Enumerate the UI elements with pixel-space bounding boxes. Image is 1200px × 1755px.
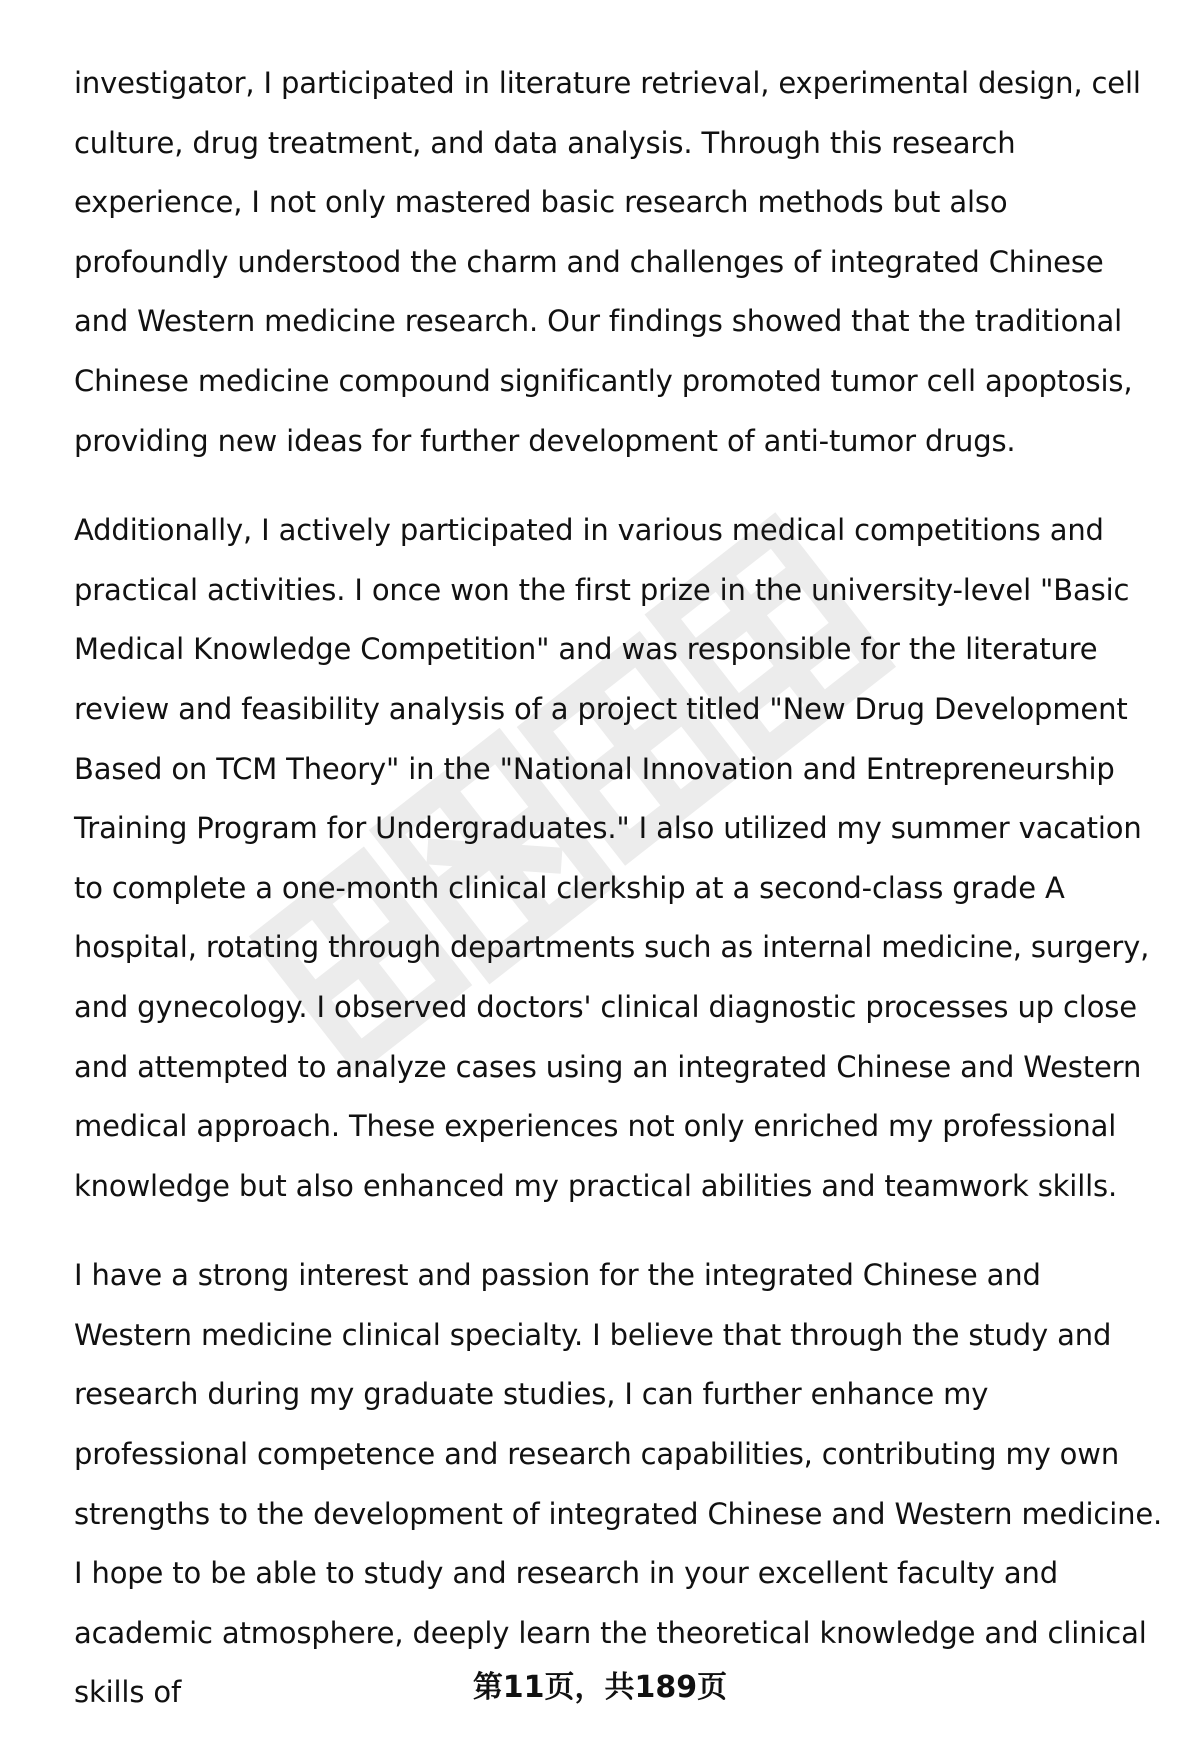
document-body <box>74 54 1164 1753</box>
page-number-footer: 第11页，共189页 <box>472 1670 728 1705</box>
paragraph: Additionally, I actively participated in various medical competitions and practical activities. I once won the first prize in the university-level "Basic Medical Knowledge Competition" and was responsible for the literature review and feasibility analysis of a project titled "New Drug Development Based on TCM Theory" in the "National Innovation and Entrepreneurship Training Program for Undergraduates." I also utilized my summer vacation to complete a one-month clinical clerkship at a second-class grade A hospital, rotating through departments such as internal medicine, surgery, and gynecology. I observed doctors' clinical diagnostic processes up close and attempted to analyze cases using an integrated Chinese and Western medical approach. These experiences not only enriched my professional knowledge but also enhanced my practical abilities and teamwork skills. <box>74 513 1150 1203</box>
paragraph: investigator, I participated in literature retrieval, experimental design, cell culture, drug treatment, and data analysis. Through this research experience, I not only mastered basic research methods but also profoundly understood the charm and challenges of integrated Chinese and Western medicine research. Our findings showed that the traditional Chinese medicine compound significantly promoted tumor cell apoptosis, providing new ideas for further development of anti-tumor drugs. <box>74 66 1141 458</box>
paragraph: I have a strong interest and passion for the integrated Chinese and Western medicine clinical specialty. I believe that through the study and research during my graduate studies, I can further enhance my professional competence and research capabilities, contributing my own strengths to the development of integrated Chinese and Western medicine. I hope to be able to study and research in your excellent faculty and academic atmosphere, deeply learn the theoretical knowledge and clinical skills of <box>74 1258 1163 1710</box>
